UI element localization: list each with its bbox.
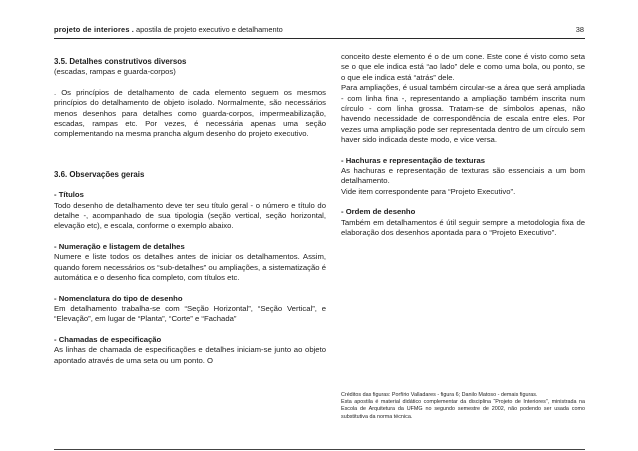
nomenclatura-heading: - Nomenclatura do tipo de desenho xyxy=(54,293,183,303)
section-3-5-subtitle: (escadas, rampas e guarda-corpos) xyxy=(54,67,176,77)
ordem-body: Também em detalhamentos é útil seguir sempre a metodologia fixa de elaboração dos desenhos apontada para o “Projeto Executivo”. xyxy=(341,217,585,238)
header-rule xyxy=(54,38,585,39)
footer-rule xyxy=(54,449,585,450)
numeracao-heading: - Numeração e listagem de detalhes xyxy=(54,241,185,251)
section-3-5-title: 3.5. Detalhes construtivos diversos xyxy=(54,57,187,66)
chamadas-body: As linhas de chamada de especificações e detalhes iniciam-se junto ao objeto apontado através de uma seta ou um ponto. O xyxy=(54,345,326,365)
chamadas-heading: - Chamadas de especificação xyxy=(54,334,162,344)
section-3-5-body: . Os princípios de detalhamento de cada elemento seguem os mesmos princípios do detalhamento de objeto isolado. Normalmente, são necessários menos desenhos para detalhes como guarda-corpos, impermeabilização, escadas, rampas etc. Por vezes, é necessária apenas uma seção complementando na mesma prancha algum desenho do projeto executivo. xyxy=(54,87,326,139)
chamadas-continuation: conceito deste elemento é o de um cone. Este cone é visto como seta se o que ele indica está “ao lado” dele e como uma bola, ou ponto, se o que ele indica está “atrás” dele. xyxy=(341,52,585,82)
left-column xyxy=(54,57,326,366)
hachuras-heading: - Hachuras e representação de texturas xyxy=(341,155,485,165)
credits-figures: Créditos das figuras: Porfírio Valladares - figura 6; Danilo Matoso - demais figuras. xyxy=(341,392,538,398)
spacer xyxy=(54,180,326,190)
hachuras-body: As hachuras e representação de texturas são essenciais a um bom detalhamento. xyxy=(341,166,585,186)
titulos-body: Todo desenho de detalhamento deve ter seu título geral - o número e título do detalhe -, acompanhado de sua tipologia (seção vertical, seção horizontal, elevação etc), e escala, conforme o exemplo abaixo. xyxy=(54,200,326,231)
spacer xyxy=(54,284,326,294)
header-separator: . xyxy=(131,25,134,34)
spacer xyxy=(54,78,326,88)
ordem-heading: - Ordem de desenho xyxy=(341,207,416,217)
header-brand: projeto de interiores xyxy=(54,25,130,34)
nomenclatura-body: Em detalhamento trabalha-se com “Seção Horizontal”, “Seção Vertical”, e “Elevação”, em lugar de “Planta”, “Corte” e “Fachada” xyxy=(54,303,326,324)
section-3-6-title: 3.6. Observações gerais xyxy=(54,169,145,179)
hachuras-reference: Vide item correspondente para “Projeto Executivo”. xyxy=(341,186,516,196)
spacer xyxy=(54,140,326,170)
credits-course: Esta apostila é material didático complementar da disciplina “Projeto de Interiores”, ministrada na Escola de Arquitetura da UFMG no segundo semestre de 2002, não podendo ser usada como substitutiva da norma técnica. xyxy=(341,399,585,420)
right-column xyxy=(341,52,585,239)
spacer xyxy=(341,197,585,207)
titulos-heading: - Títulos xyxy=(54,190,84,200)
credits-note xyxy=(341,392,585,421)
spacer xyxy=(341,146,585,156)
ampliacoes-body: Para ampliações, é usual também circular-se a área que será ampliada - com linha fina -, representando a ampliação também inscrita num círculo - com linha grossa. Tratam-se de símbolos apenas, não havendo necessidade de correspondência de escala entre eles. Por vezes uma ampliação pode ser representada dentro de um círculo sem haver sido indicada deste modo, e vice versa. xyxy=(341,83,585,145)
page-header xyxy=(54,22,584,38)
numeracao-body: Numere e liste todos os detalhes antes de iniciar os detalhamentos. Assim, quando forem necessários os “sub-detalhes” ou ampliações, a sistematização é automática e o desenho fica completo, com títulos etc. xyxy=(54,252,326,283)
page-number: 38 xyxy=(575,25,584,34)
spacer xyxy=(54,232,326,242)
spacer xyxy=(54,325,326,335)
header-subtitle: apostila de projeto executivo e detalhamento xyxy=(136,25,283,34)
